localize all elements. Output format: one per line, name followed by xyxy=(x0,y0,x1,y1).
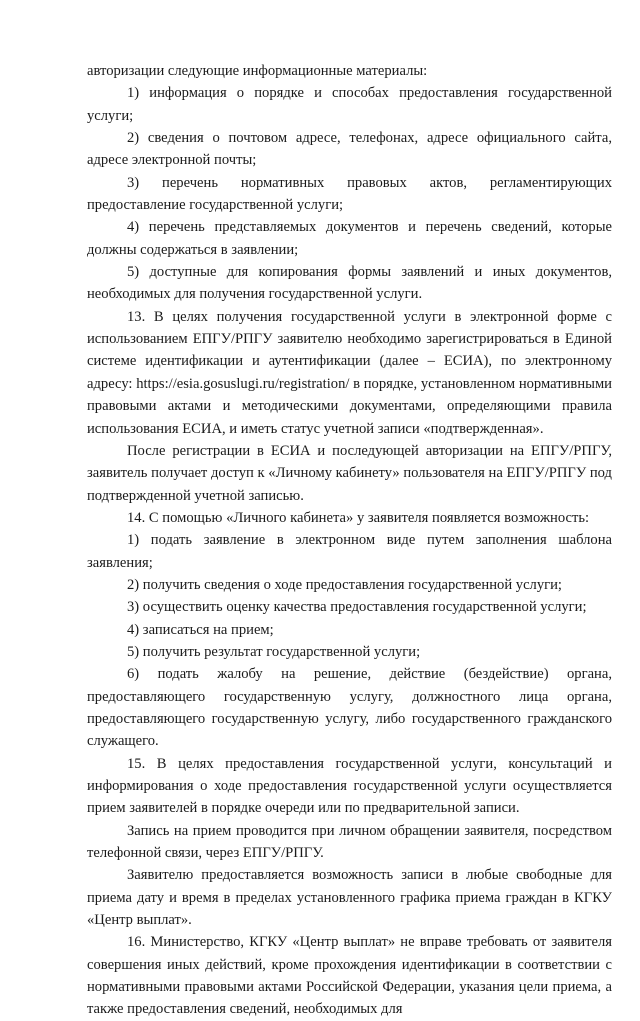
paragraph: Заявителю предоставляется возможность записи в любые свободные для приема дату и время в пределах установленного графика приема граждан в КГКУ «Центр выплат». xyxy=(87,867,612,929)
paragraph: 1) подать заявление в электронном виде путем заполнения шаблона заявления; xyxy=(87,532,612,571)
paragraph: 2) сведения о почтовом адресе, телефонах, адресе официального сайта, адресе электронной почты; xyxy=(87,130,612,169)
paragraph: 13. В целях получения государственной услуги в электронной форме с использованием ЕПГУ/РПГУ заявителю необходимо зарегистрироваться в Единой системе идентификации и аутентификации (далее – ЕСИА), по электронному адресу: https://esia.gosuslugi.ru/registration/ в порядке, установленном нормативными правовыми актами и методическими документами, определяющими правила использования ЕСИА, и иметь статус учетной записи «подтвержденная». xyxy=(87,308,612,437)
paragraph: 3) осуществить оценку качества предоставления государственной услуги; xyxy=(127,599,587,616)
paragraph: 3) перечень нормативных правовых актов, регламентирующих предоставление государственной услуги; xyxy=(87,174,612,214)
paragraph: 16. Министерство, КГКУ «Центр выплат» не вправе требовать от заявителя совершения иных действий, кроме прохождения идентификации в соответствии с нормативными правовыми актами Российской Федерации, указания цели приема, а также предоставления сведений, необходимых для xyxy=(87,934,612,1018)
paragraph: 15. В целях предоставления государственной услуги, консультаций и информирования о ходе предоставления государственной услуги осуществляется прием заявителей в порядке очереди или по предварительной записи. xyxy=(87,755,612,817)
paragraph: 4) перечень представляемых документов и перечень сведений, которые должны содержаться в заявлении; xyxy=(87,219,612,258)
paragraph: 6) подать жалобу на решение, действие (бездействие) органа, предоставляющего государственную услугу, должностного лица органа, предоставляющего государственную услугу, либо государственного гражданского служащего. xyxy=(87,666,612,750)
paragraph: 14. С помощью «Личного кабинета» у заявителя появляется возможность: xyxy=(127,509,590,526)
paragraph: 5) доступные для копирования формы заявлений и иных документов, необходимых для получения государственной услуги. xyxy=(87,264,612,303)
document-body xyxy=(87,60,612,1021)
paragraph: 1) информация о порядке и способах предоставления государственной услуги; xyxy=(87,85,612,124)
paragraph: авторизации следующие информационные материалы: xyxy=(87,63,428,79)
paragraph: 5) получить результат государственной услуги; xyxy=(127,643,421,660)
paragraph: После регистрации в ЕСИА и последующей авторизации на ЕПГУ/РПГУ, заявитель получает доступ к «Личному кабинету» пользователя на ЕПГУ/РПГУ под подтвержденной учетной записью. xyxy=(87,442,612,504)
paragraph: 2) получить сведения о ходе предоставления государственной услуги; xyxy=(127,576,562,593)
paragraph: Запись на прием проводится при личном обращении заявителя, посредством телефонной связи, через ЕПГУ/РПГУ. xyxy=(87,822,612,862)
paragraph: 4) записаться на прием; xyxy=(127,621,274,638)
